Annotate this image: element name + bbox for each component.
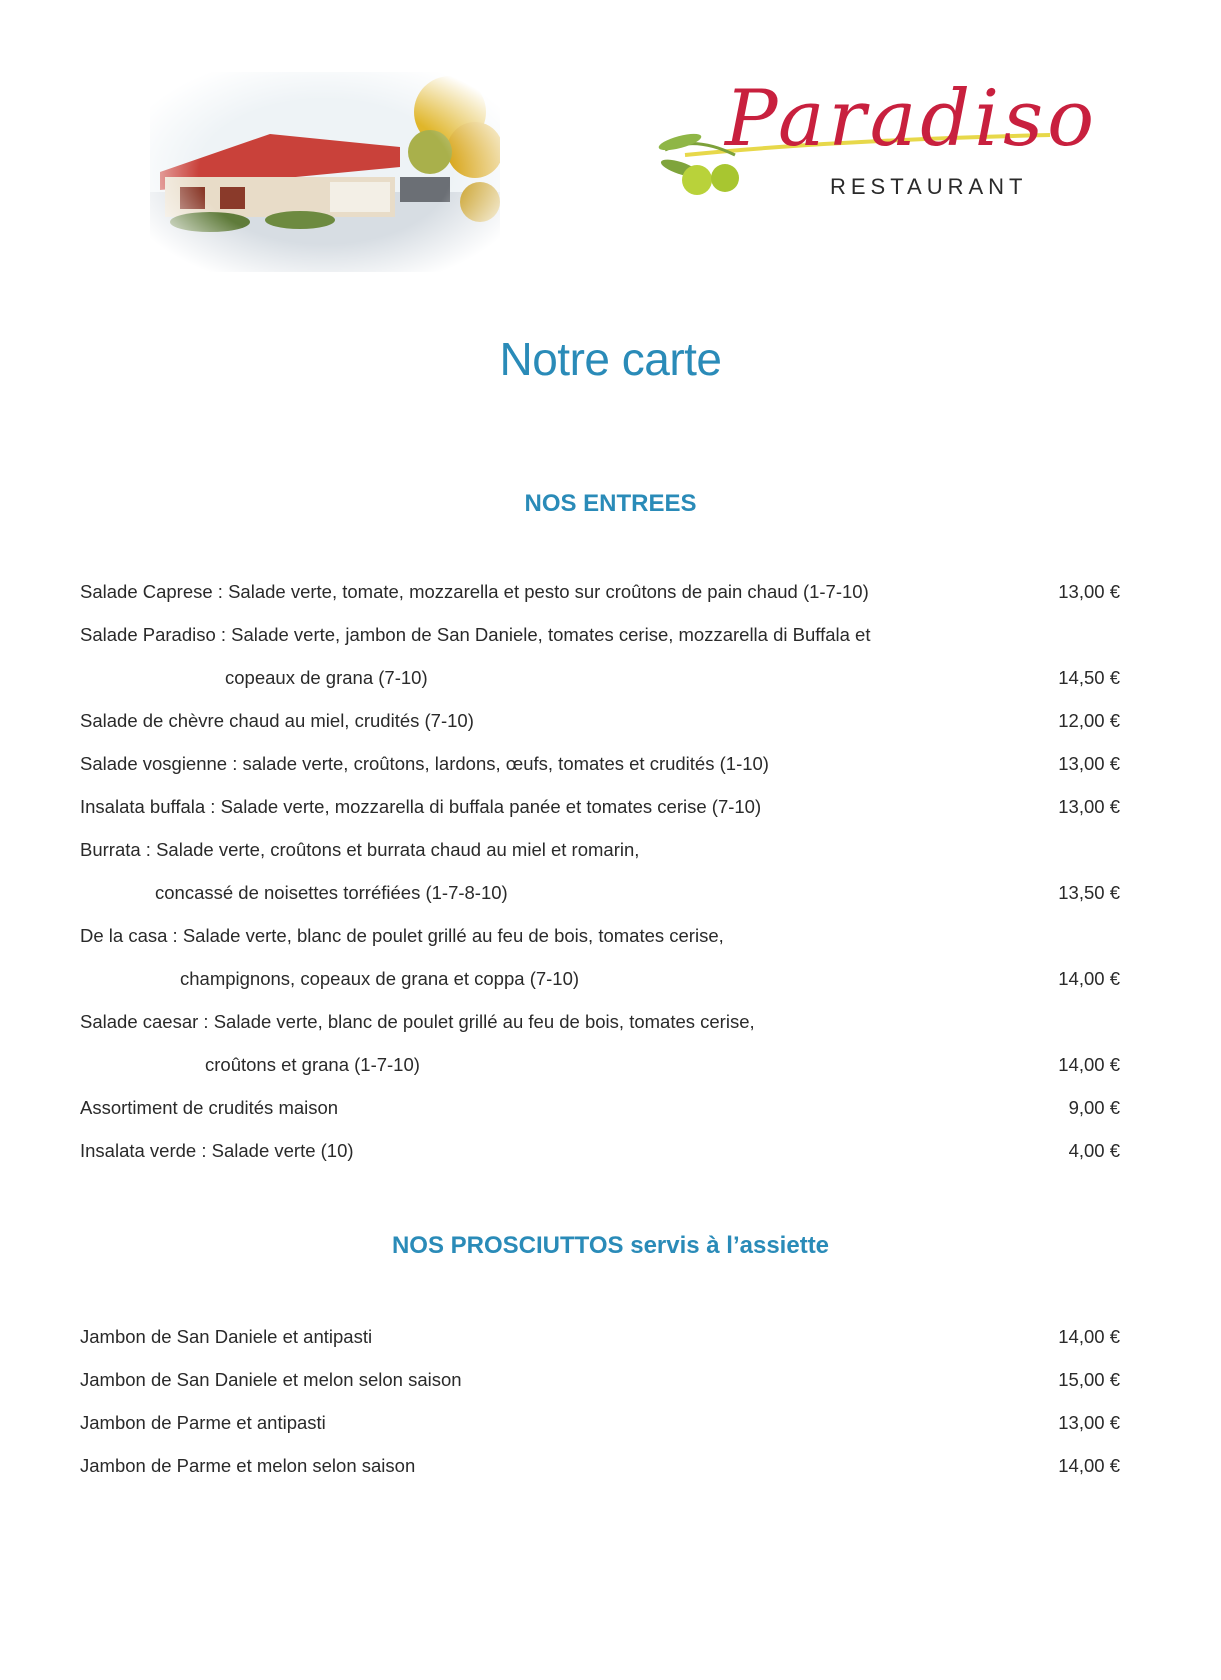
menu-item-text: copeaux de grana (7-10)	[225, 667, 428, 688]
menu-item-price: 13,00 €	[1058, 581, 1120, 602]
menu-item-text: Insalata buffala : Salade verte, mozzarella di buffala panée et tomates cerise (7-10)	[80, 796, 762, 817]
menu-line	[80, 663, 1120, 693]
menu-item-text: Salade Caprese : Salade verte, tomate, mozzarella et pesto sur croûtons de pain chaud (1-7-10)	[80, 581, 869, 602]
menu-line	[80, 1365, 1120, 1395]
menu-line	[80, 706, 1120, 736]
menu-item-text: Burrata : Salade verte, croûtons et burrata chaud au miel et romarin,	[80, 839, 640, 860]
menu-line	[80, 921, 1120, 951]
menu-item-price: 4,00 €	[1068, 1140, 1120, 1161]
menu-item-text: De la casa : Salade verte, blanc de poulet grillé au feu de bois, tomates cerise,	[80, 925, 724, 946]
menu-line	[80, 1322, 1120, 1352]
menu-item-text: Jambon de San Daniele et antipasti	[80, 1326, 373, 1347]
section-title-prosciuttos: NOS PROSCIUTTOS servis à l’assiette	[391, 1232, 830, 1259]
menu-item-text: croûtons et grana (1-7-10)	[205, 1054, 420, 1075]
menu-item-price: 14,00 €	[1058, 1054, 1120, 1075]
restaurant-logo	[655, 74, 1099, 260]
menu-line	[80, 792, 1120, 822]
menu-item-text: Salade vosgienne : salade verte, croûtons, lardons, œufs, tomates et crudités (1-10)	[80, 753, 769, 774]
section-title-entrees: NOS ENTREES	[524, 490, 697, 517]
menu-item-text: Jambon de Parme et melon selon saison	[80, 1455, 416, 1476]
menu-item-price: 13,00 €	[1058, 796, 1120, 817]
logo-subtitle: RESTAURANT	[830, 174, 1028, 199]
menu-item-text: Salade Paradiso : Salade verte, jambon de San Daniele, tomates cerise, mozzarella di Buffala et	[80, 624, 871, 645]
menu-item-price: 13,00 €	[1058, 753, 1120, 774]
menu-item-text: Jambon de Parme et antipasti	[80, 1412, 326, 1433]
menu-item-text: Salade caesar : Salade verte, blanc de poulet grillé au feu de bois, tomates cerise,	[80, 1011, 755, 1032]
menu-item-text: Jambon de San Daniele et melon selon saison	[80, 1369, 462, 1390]
menu-item-price: 12,00 €	[1058, 710, 1120, 731]
menu-item-price: 13,50 €	[1058, 882, 1120, 903]
menu-line	[80, 1136, 1120, 1166]
menu-line	[80, 1408, 1120, 1438]
menu-item-price: 13,00 €	[1058, 1412, 1120, 1433]
menu-line	[80, 878, 1120, 908]
menu-line	[80, 1050, 1120, 1080]
menu-item-price: 15,00 €	[1058, 1369, 1120, 1390]
menu-line	[80, 577, 1120, 607]
menu-line	[80, 964, 1120, 994]
page-title: Notre carte	[499, 333, 722, 385]
menu-line	[80, 1451, 1120, 1481]
menu-item-price: 14,00 €	[1058, 1455, 1120, 1476]
menu-item-text: Assortiment de crudités maison	[80, 1097, 339, 1118]
menu-item-price: 9,00 €	[1068, 1097, 1120, 1118]
menu-line	[80, 620, 1120, 650]
logo-script-text: Paradiso	[725, 74, 1099, 164]
menu-line	[80, 749, 1120, 779]
menu-item-text: champignons, copeaux de grana et coppa (7-10)	[180, 968, 580, 989]
menu-item-text: Insalata verde : Salade verte (10)	[80, 1140, 354, 1161]
menu-item-price: 14,00 €	[1058, 968, 1120, 989]
restaurant-photo	[150, 72, 500, 272]
menu-item-price: 14,50 €	[1058, 667, 1120, 688]
menu-item-text: concassé de noisettes torréfiées (1-7-8-10)	[155, 882, 508, 903]
menu-line	[80, 1093, 1120, 1123]
menu-item-price: 14,00 €	[1058, 1326, 1120, 1347]
menu-item-text: Salade de chèvre chaud au miel, crudités (7-10)	[80, 710, 474, 731]
menu-line	[80, 835, 1120, 865]
menu-line	[80, 1007, 1120, 1037]
